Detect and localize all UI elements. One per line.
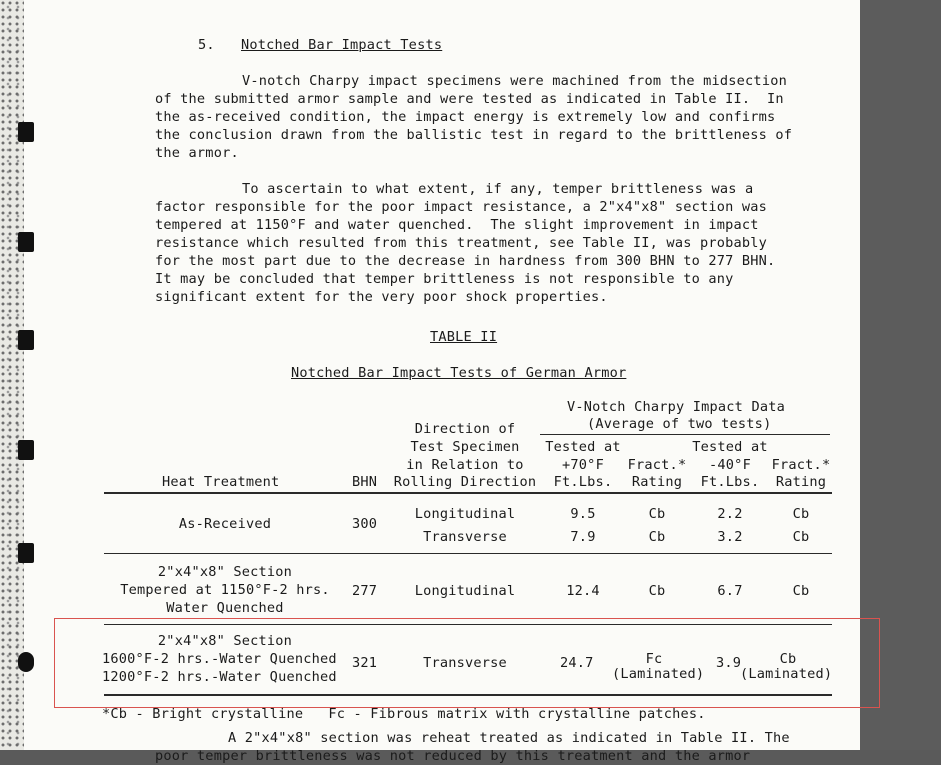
row-treatment: As-Received <box>178 516 272 532</box>
header-tested-plus: +70°F <box>562 457 604 473</box>
paragraph-line: for the most part due to the decrease in hardness from 300 BHN to 277 BHN. <box>155 253 776 269</box>
row-treatment: Water Quenched <box>166 600 284 616</box>
header-fract-1: Fract.* <box>627 457 687 473</box>
header-bhn: BHN <box>352 474 378 490</box>
row-treatment: 1200°F-2 hrs.-Water Quenched <box>102 669 337 685</box>
perforated-edge <box>0 0 24 750</box>
cell-direction: Longitudinal <box>414 506 516 522</box>
cell-fract-1: Cb <box>648 529 666 545</box>
binding-hole-mark <box>18 232 34 252</box>
row-treatment: 1600°F-2 hrs.-Water Quenched <box>102 651 337 667</box>
paragraph-line: of the submitted armor sample and were tested as indicated in Table II. In <box>155 91 784 107</box>
binding-hole-mark <box>18 330 34 350</box>
paragraph-line: To ascertain to what extent, if any, temper brittleness was a <box>242 181 754 197</box>
cell-fract-2-note: (Laminated) <box>740 666 833 682</box>
header-direction: in Relation to <box>406 457 524 473</box>
paragraph-line: the conclusion drawn from the ballistic test in regard to the brittleness of <box>155 127 793 143</box>
cell-fract-1: Fc <box>645 651 663 667</box>
header-fract-2: Rating <box>775 474 827 490</box>
row-treatment: 2"x4"x8" Section <box>157 564 293 580</box>
table-caption: Notched Bar Impact Tests of German Armor <box>291 365 627 381</box>
header-fract-2: Fract.* <box>771 457 831 473</box>
section-number: 5. <box>198 37 215 53</box>
cell-direction: Transverse <box>423 529 507 545</box>
cell-plus: 7.9 <box>570 529 596 545</box>
binding-hole-mark <box>18 652 34 672</box>
header-fract-1: Rating <box>631 474 683 490</box>
table-footnote: *Cb - Bright crystalline Fc - Fibrous matrix with crystalline patches. <box>102 706 706 722</box>
cell-minus: 6.7 <box>717 583 743 599</box>
paragraph-line: poor temper brittleness was not reduced by this treatment and the armor <box>155 748 751 764</box>
header-tested-minus: Tested at <box>692 439 768 455</box>
highlight-box <box>54 618 880 708</box>
header-tested-minus: -40°F <box>709 457 751 473</box>
cell-fract-2: Cb <box>792 506 810 522</box>
paragraph-line: tempered at 1150°F and water quenched. The slight improvement in impact <box>155 217 759 233</box>
header-direction: Rolling Direction <box>393 474 537 490</box>
row-bhn: 300 <box>352 516 378 532</box>
header-heat-treatment: Heat Treatment <box>162 474 280 490</box>
cell-minus: 2.2 <box>717 506 743 522</box>
binding-hole-mark <box>18 543 34 563</box>
cell-fract-2: Cb <box>779 651 797 667</box>
row-bhn: 277 <box>352 583 378 599</box>
cell-fract-2: Cb <box>792 529 810 545</box>
binding-hole-mark <box>18 122 34 142</box>
paragraph-line: A 2"x4"x8" section was reheat treated as indicated in Table II. The <box>228 730 790 746</box>
cell-direction: Longitudinal <box>414 583 516 599</box>
header-direction: Test Specimen <box>410 439 520 455</box>
cell-fract-1: Cb <box>648 506 666 522</box>
paragraph-line: the as-received condition, the impact energy is extremely low and confirms <box>155 109 776 125</box>
header-tested-minus: Ft.Lbs. <box>700 474 760 490</box>
paragraph-line: V-notch Charpy impact specimens were machined from the midsection <box>242 73 787 89</box>
header-tested-plus: Ft.Lbs. <box>553 474 613 490</box>
paragraph-line: It may be concluded that temper brittleness is not responsible to any <box>155 271 734 287</box>
row-rule <box>104 553 832 554</box>
paragraph-line: factor responsible for the poor impact resistance, a 2"x4"x8" section was <box>155 199 768 215</box>
cell-minus: 3.9 <box>716 655 742 671</box>
header-tested-plus: Tested at <box>545 439 621 455</box>
header-direction: Direction of <box>414 421 516 437</box>
cell-plus: 9.5 <box>570 506 596 522</box>
cell-direction: Transverse <box>423 655 507 671</box>
group-header-note: (Average of two tests) <box>587 416 772 432</box>
header-rule <box>104 492 832 494</box>
row-bhn: 321 <box>352 655 378 671</box>
paragraph-line: significant extent for the very poor shock properties. <box>155 289 608 305</box>
row-treatment: 2"x4"x8" Section <box>157 633 293 649</box>
group-header-rule <box>540 434 830 435</box>
row-treatment: Tempered at 1150°F-2 hrs. <box>120 582 330 598</box>
cell-fract-1: Cb <box>648 583 666 599</box>
binding-hole-mark <box>18 440 34 460</box>
cell-plus: 24.7 <box>560 655 594 671</box>
paragraph-line: resistance which resulted from this treatment, see Table II, was probably <box>155 235 768 251</box>
cell-fract-1-note: (Laminated) <box>612 666 705 682</box>
table-label: TABLE II <box>430 329 498 345</box>
cell-minus: 3.2 <box>717 529 743 545</box>
paragraph-line: the armor. <box>155 145 239 161</box>
cell-plus: 12.4 <box>566 583 600 599</box>
group-header: V-Notch Charpy Impact Data <box>567 399 785 415</box>
section-title: Notched Bar Impact Tests <box>241 37 443 53</box>
cell-fract-2: Cb <box>792 583 810 599</box>
